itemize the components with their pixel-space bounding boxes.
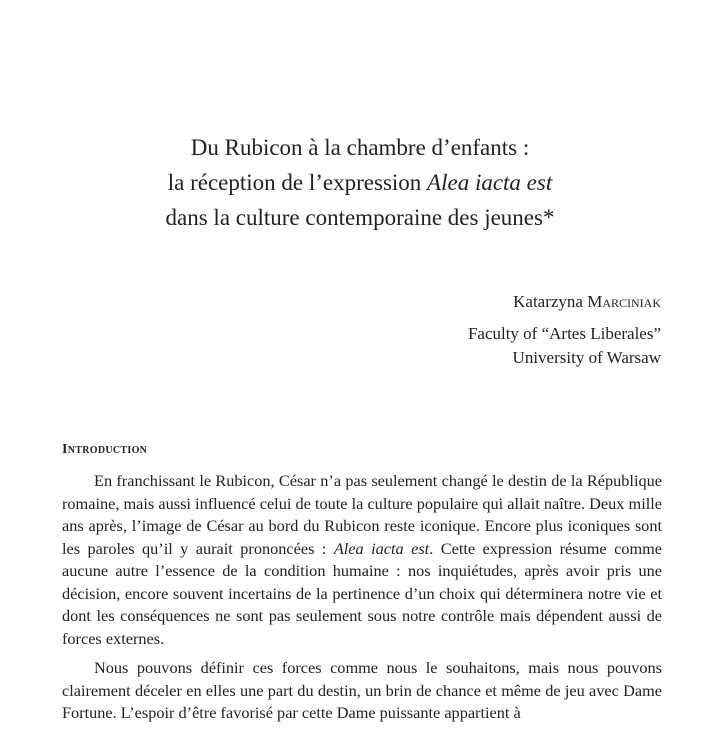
author-affiliation-1: Faculty of “Artes Liberales”	[467, 324, 661, 343]
title-latin-phrase: Alea iacta est	[427, 170, 553, 195]
author-name	[468, 290, 661, 314]
title-line-2-text: la réception de l’expression	[167, 170, 428, 195]
title-line-2	[60, 165, 660, 200]
author-affiliation-2: University of Warsaw	[512, 348, 661, 367]
article-title	[60, 130, 660, 235]
author-first-name: Katarzyna	[513, 292, 583, 311]
title-line-3: dans la culture contemporaine des jeunes*	[165, 205, 555, 230]
article-body	[62, 470, 662, 732]
section-heading: Introduction	[62, 442, 148, 457]
author-last-name: Marciniak	[587, 292, 661, 311]
paragraph-1-text-a: En franchissant le Rubicon, César n’a pas seulement changé le destin de la République romaine, mais aussi influencé celui de toute la culture populaire qui allait naître. Deux mille ans après, l’image de César au bord du Rubicon reste iconique. Encore plus iconiques sont les paroles qu’il y aurait prononcées :	[62, 471, 662, 558]
paragraph-2: Nous pouvons définir ces forces comme nous le souhaitons, mais nous pouvons clairement déceler en elles une part du destin, un brin de chance et même de jeu avec Dame Fortune. L’espoir d’être favorisé par cette Dame puissante appartient à	[62, 658, 662, 722]
paragraph-1-text-b: . Cette expression résume comme aucune autre l’essence de la condition humaine : nos inquiétudes, après avoir pris une décision, encore souvent incertains de la pertinence d’un choix qui déterminera notre vie et dont les conséquences ne sont pas seulement sous notre contrôle mais dépendent aussi de forces externes.	[62, 538, 662, 648]
paragraph-1	[62, 470, 662, 650]
paragraph-1-latin-phrase: Alea iacta est	[333, 538, 430, 558]
author-block	[468, 290, 661, 370]
title-line-1: Du Rubicon à la chambre d’enfants :	[190, 135, 530, 160]
